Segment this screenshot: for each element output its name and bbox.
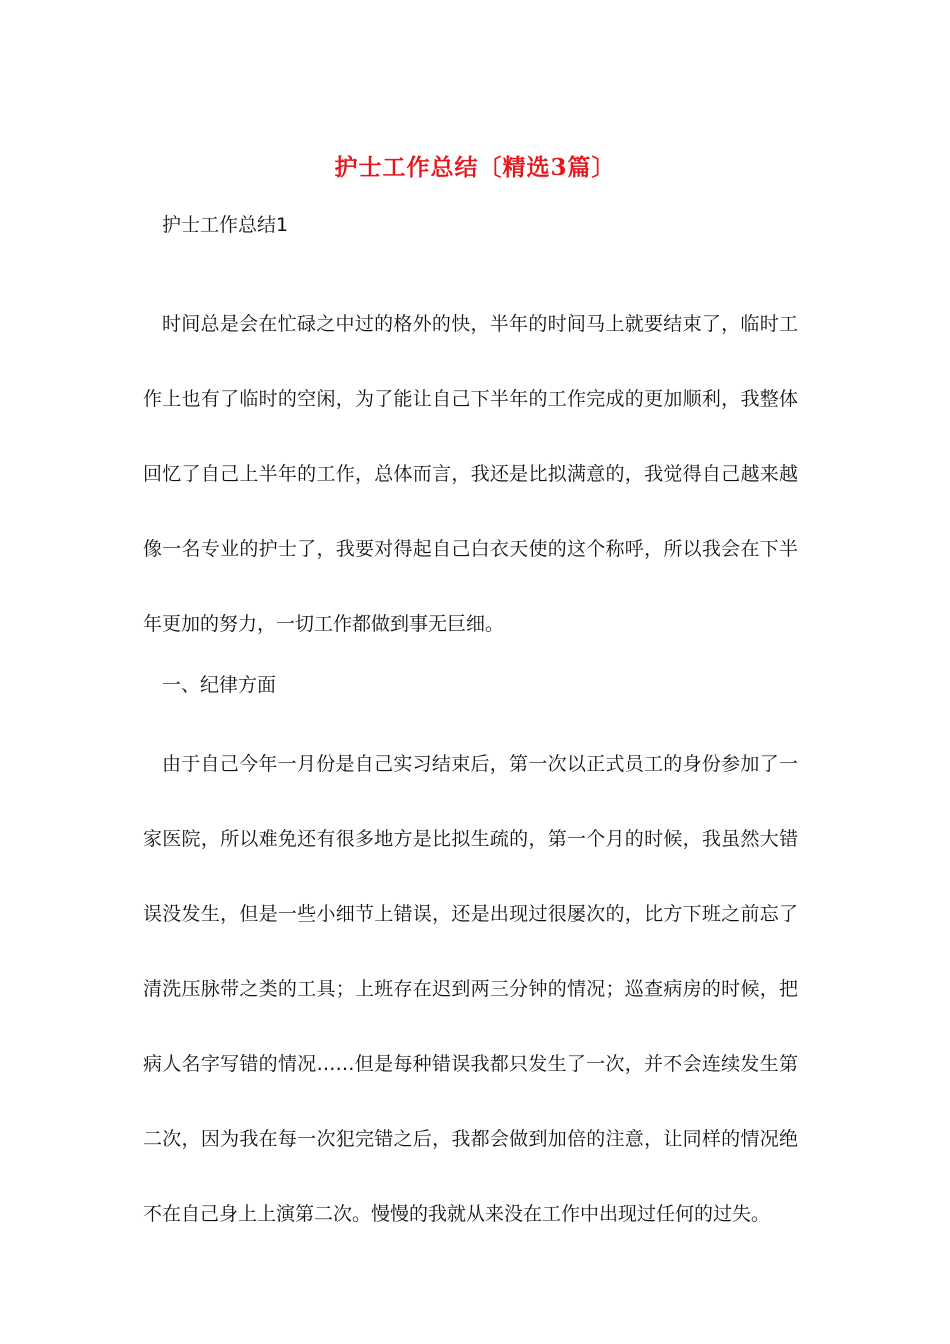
- document-title: 护士工作总结〔精选3篇〕: [334, 154, 616, 181]
- discipline-paragraph: 由于自己今年一月份是自己实习结束后，第一次以正式员工的身份参加了一家医院，所以难免还有很多地方是比拟生疏的，第一个月的时候，我虽然大错误没发生，但是一些小细节上错误，还是出现过很屡次的，比方下班之前忘了清洗压脉带之类的工具；上班存在迟到两三分钟的情况；巡查病房的时候，把病人名字写错的情况……但是每种错误我都只发生了一次，并不会连续发生第二次，因为我在每一次犯完错之后，我都会做到加倍的注意，让同样的情况绝不在自己身上上演第二次。慢慢的我就从来没在工作中出现过任何的过失。: [143, 753, 798, 1225]
- document-body: [143, 206, 798, 1252]
- intro-paragraph: 时间总是会在忙碌之中过的格外的快，半年的时间马上就要结束了，临时工作上也有了临时的空闲，为了能让自己下半年的工作完成的更加顺利，我整体回忆了自己上半年的工作，总体而言，我还是比拟满意的，我觉得自己越来越像一名专业的护士了，我要对得起自己白衣天使的这个称呼，所以我会在下半年更加的努力，一切工作都做到事无巨细。: [143, 313, 798, 635]
- section-title: 护士工作总结1: [162, 214, 289, 236]
- discipline-subheading: 一、纪律方面: [162, 674, 277, 696]
